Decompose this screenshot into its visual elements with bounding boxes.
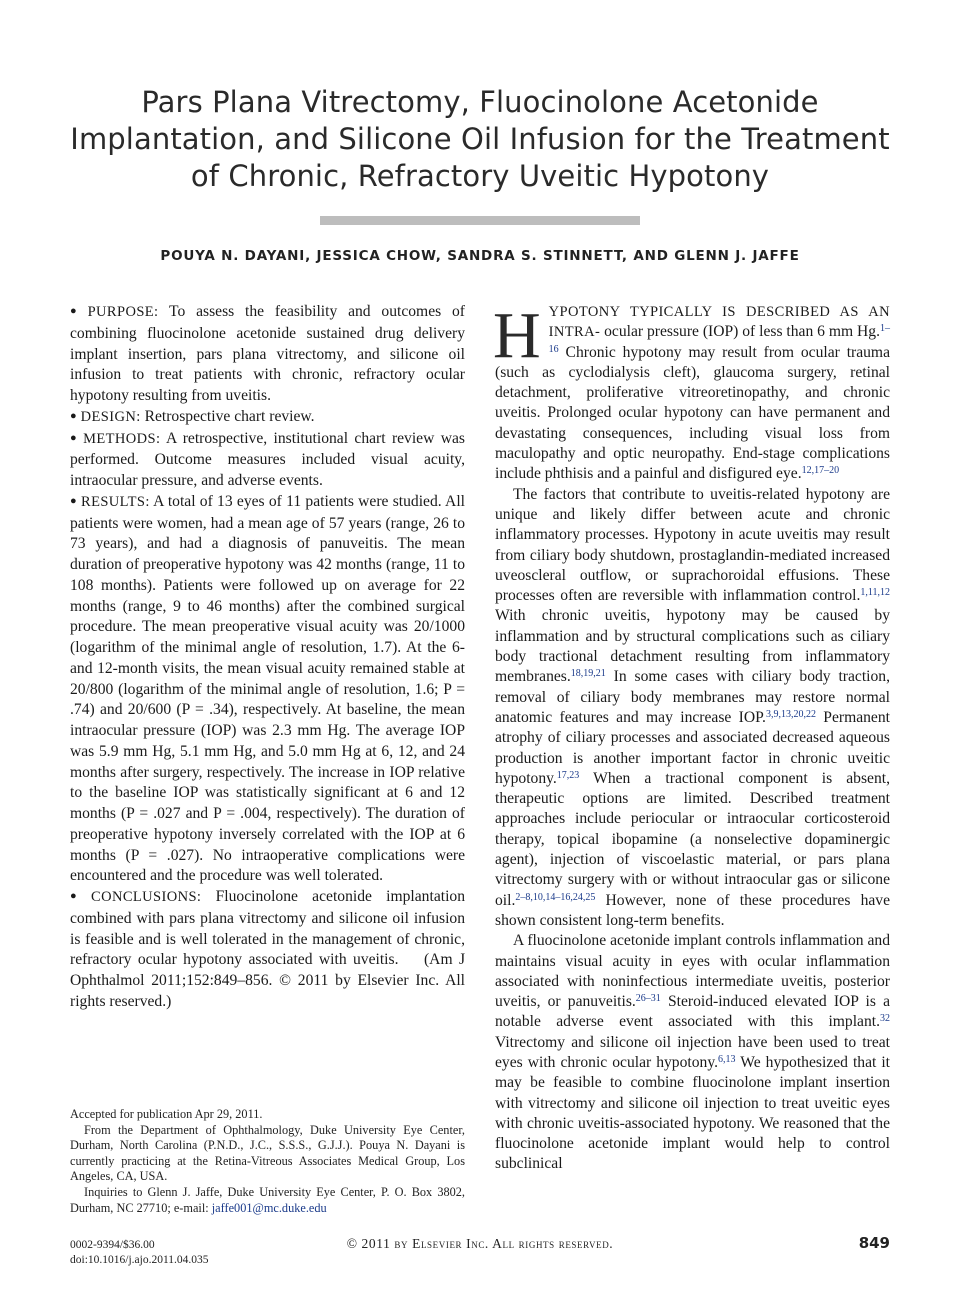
bullet-icon: ●: [70, 305, 84, 317]
body-text: However, none of these procedures have shown consistent long-term benefits.: [495, 891, 890, 929]
inquiries-text: Inquiries to Glenn J. Jaffe, Duke University Eye Center, P. O. Box 3802, Durham, NC 27710; e-mail:: [70, 1184, 465, 1215]
body-text: The factors that contribute to uveitis-related hypotony are unique and likely differ between acute and chronic inflammatory processes. Hypotony in acute uveitis may result from ciliary body shutdown, prostaglandin-mediated increased uveoscleral outflow, or suprachoroidal effusions. These processes often are reversible with inflammation control.: [495, 485, 890, 605]
abstract-results-label: RESULTS:: [81, 493, 150, 510]
abstract-purpose: [70, 302, 465, 407]
abstract-conclusions-label: CONCLUSIONS:: [91, 889, 202, 905]
abstract: [70, 302, 465, 1013]
reference-link[interactable]: 12,17–20: [801, 465, 840, 477]
body-text: Steroid-induced elevated IOP is a notable adverse event associated with this implant.: [495, 993, 891, 1031]
body-text: We hypothesized that it may be feasible to combine fluocinolone implant insertion with vitrectomy and silicone oil injection to treat uveitic eyes with chronic uveitis-associated hypotony. We reasoned that the fluocinolone acetonide implant would help to control subclinical: [495, 1053, 891, 1173]
body-text: In some cases with ciliary body traction, removal of ciliary body membranes may restore normal anatomic features and may increase IOP.: [495, 668, 890, 726]
accepted-date: Accepted for publication Apr 29, 2011.: [70, 1107, 263, 1121]
abstract-conclusions: [70, 887, 465, 1013]
abstract-purpose-label: PURPOSE:: [87, 304, 159, 320]
reference-link[interactable]: 32: [880, 1013, 890, 1025]
abstract-results: [70, 492, 465, 887]
abstract-methods: [70, 429, 465, 492]
abstract-results-text: A total of 13 eyes of 11 patients were studied. All patients were women, had a mean age of 57 years (range, 26 to 73 years), and had a diagnosis of panuveitis. The mean duration of preoperative hypotony was 42 months (range, 11 to 108 months). Patients were followed up on average for 22 months (range, 9 to 46 months) after the combined surgical procedure. The mean preoperative visual acuity was 20/1000 (logarithm of the minimal angle of resolution, 1.7). At the 6- and 12-month visits, the mean visual acuity remained stable at 20/800 (logarithm of the minimal angle of resolution, 1.6; P = .74) and 20/600 (P = .34), respectively. At baseline, the mean intraocular pressure (IOP) was 2.3 mm Hg. The average IOP was 5.9 mm Hg, 5.1 mm Hg, and 5.0 mm Hg at 6, 12, and 24 months after surgery, respectively. The increase in IOP relative to the baseline IOP was statistically significant at 6 and 12 months (P = .027 and P = .004, respectively). The duration of preoperative hypotony inversely correlated with the IOP at 6 months (P = .027). No intraoperative complications were encountered and the procedure was well tolerated.: [70, 492, 465, 885]
reference-link[interactable]: 1,11,12: [860, 587, 890, 599]
reference-link[interactable]: 18,19,21: [570, 668, 606, 680]
article-footnote: [70, 1107, 465, 1216]
bullet-icon: ●: [70, 431, 80, 444]
page-number: 849: [858, 1234, 890, 1252]
article-title: Pars Plana Vitrectomy, Fluocinolone Acetonide Implantation, and Silicone Oil Infusion for the Treatment of Chronic, Refractory Uveitic Hypotony: [70, 85, 890, 193]
reference-link[interactable]: 6,13: [718, 1053, 736, 1065]
abstract-methods-label: METHODS:: [83, 430, 161, 447]
body-text: Permanent atrophy of ciliary processes and associated decreased aqueous production is another important factor in chronic uveitic hypotony.: [495, 708, 890, 787]
body-text: Chronic hypotony may result from ocular trauma (such as cyclodialysis cleft), glaucoma surgery, retinal detachment, proliferative vitreoretinopathy, and chronic uveitis. Prolonged ocular hypotony can have permanent and devastating consequences, including visual loss from maculopathy and optic neuropathy. End-stage complications include phthisis and a painful and disfigured eye.: [495, 343, 890, 483]
lead-in-smallcaps: YPOTONY TYPICALLY IS DESCRIBED AS AN INTRA-: [548, 304, 890, 341]
email-link[interactable]: jaffe001@mc.duke.edu: [211, 1200, 327, 1215]
body-text: Vitrectomy and silicone oil injection have been used to treat eyes with chronic ocular hypotony.: [495, 1033, 890, 1071]
abstract-design: [70, 407, 465, 429]
reference-link[interactable]: 2–8,10,14–16,24,25: [515, 891, 596, 903]
bullet-icon: ●: [70, 409, 77, 422]
abstract-methods-text: A retrospective, institutional chart review was performed. Outcome measures included visual acuity, intraocular pressure, and adverse events.: [70, 429, 465, 489]
article-body: [493, 299, 891, 1175]
reference-link[interactable]: 26–31: [635, 993, 661, 1005]
issn-price: 0002-9394/$36.00: [70, 1239, 155, 1251]
copyright-notice: © 2011 by Elsevier Inc. All rights reserved.: [346, 1236, 614, 1251]
drop-cap: H: [493, 299, 541, 372]
body-text: With chronic uveitis, hypotony may be caused by inflammation and by structural complications such as ciliary body tractional detachment resulting from inflammatory membranes.: [495, 607, 890, 686]
reference-link[interactable]: 1–16: [548, 323, 890, 355]
correspondence: [70, 1185, 465, 1216]
body-paragraph-2: [495, 485, 890, 932]
body-paragraph-3: [495, 931, 890, 1175]
body-text: A fluocinolone acetonide implant controls inflammation and maintains visual acuity in eyes with ocular inflammation associated with noninfectious intermediate uveitis, posterior uveitis, or panuveitis.: [495, 932, 890, 1011]
publication-ids: [70, 1238, 209, 1267]
author-list: POUYA N. DAYANI, JESSICA CHOW, SANDRA S. STINNETT, AND GLENN J. JAFFE: [160, 248, 800, 264]
body-text: ocular pressure (IOP) of less than 6 mm Hg.: [604, 323, 880, 341]
body-text: When a tractional component is absent, therapeutic options are limited. Described treatment approaches include periocular or intraocular corticosteroid therapy, topical ibopamine (a nonselective dopaminergic agent), injection of viscoelastic material, or pars plana vitrectomy surgery with or without intraocular gas or silicone oil.: [495, 769, 890, 909]
title-divider: [320, 216, 640, 225]
doi[interactable]: doi:10.1016/j.ajo.2011.04.035: [70, 1253, 209, 1266]
journal-citation: (Am J Ophthalmol 2011;152:849–856. © 2011 by Elsevier Inc. All rights reserved.): [70, 951, 466, 1010]
author-affiliation: From the Department of Ophthalmology, Duke University Eye Center, Durham, North Carolina (P.N.D., J.C., S.S.S., G.J.J.). Pouya N. Dayani is currently practicing at the Retina-Vitreous Associates Medical Group, Los Angeles, CA, USA.: [70, 1122, 465, 1184]
bullet-icon: ●: [70, 890, 88, 902]
reference-link[interactable]: 3,9,13,20,22: [765, 708, 816, 720]
abstract-conclusions-text: Fluocinolone acetonide implantation combined with pars plana vitrectomy and silicone oil infusion is feasible and is well tolerated in the management of chronic, refractory ocular hypotony associated with uveitis.: [70, 888, 465, 969]
reference-link[interactable]: 17,23: [556, 769, 580, 781]
bullet-icon: ●: [70, 494, 78, 507]
abstract-design-text: Retrospective chart review.: [144, 407, 315, 425]
abstract-design-label: DESIGN:: [80, 408, 141, 425]
abstract-purpose-text: To assess the feasibility and outcomes of combining fluocinolone acetonide sustained drug delivery implant insertion, pars plana vitrectomy, and silicone oil infusion to treat patients with chronic, refractory ocular hypotony resulting from uveitis.: [70, 303, 465, 404]
body-paragraph-1: [493, 299, 890, 485]
